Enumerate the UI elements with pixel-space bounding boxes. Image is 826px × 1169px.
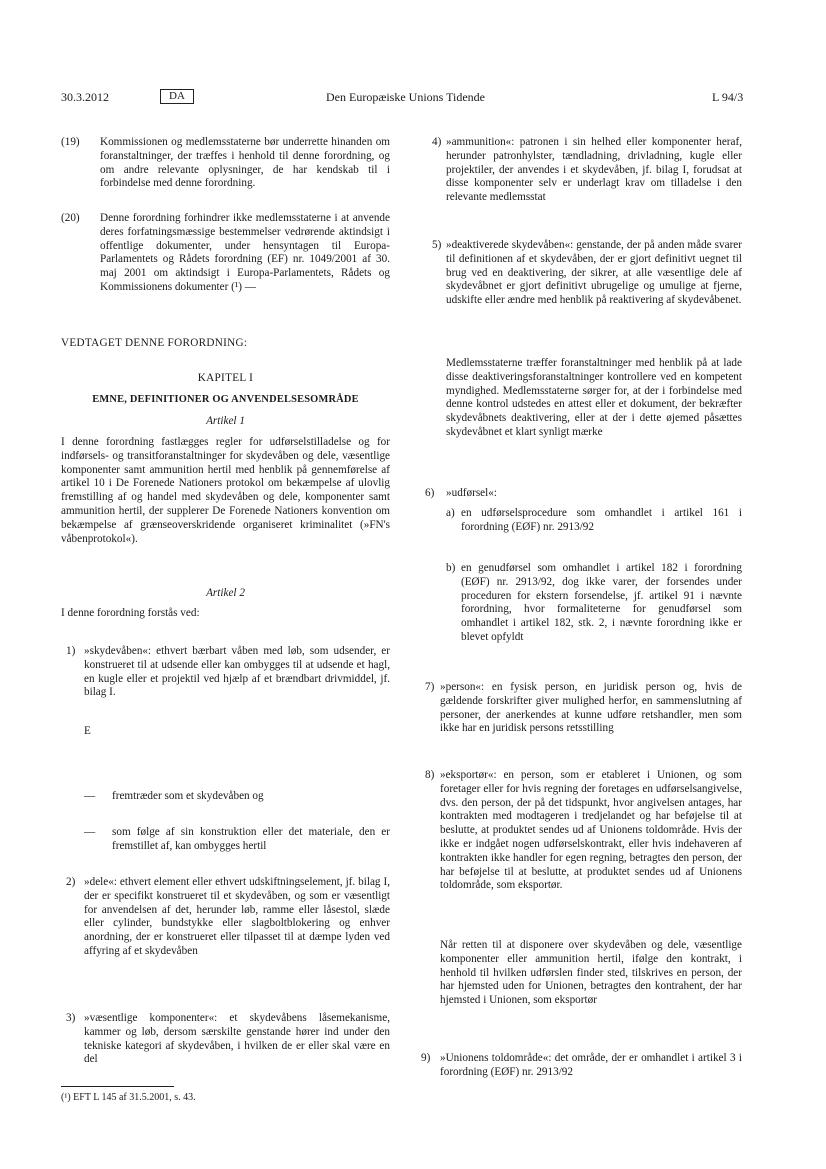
definition-8-paragraph: Når retten til at disponere over skydevåben og dele, væsentlige komponenter eller ammunition hertil, ifølge den kontrakt, i henhold til hvilken udførslen finder sted, tilskrives en person, der har hjemsted uden for Unionen, betragtes den kontrahent, der har hjemsted i Unionen, som eksportør — [440, 939, 742, 1007]
dash-item-1: fremtræder som et skydevåben og — [112, 790, 264, 802]
dash: — — [84, 826, 96, 838]
definition-6b: en genudførsel som omhandlet i artikel 182 i forordning (EØF) nr. 2913/92, dog ikke varer, der forsendes under proceduren for ekstern forsendelse, jf. artikel 91 i nævnte forordning, hvor formaliteterne for genudførsel som omhandlet i artikel 182, stk. 2, i nævnte forordning ikke er blevet opfyldt — [461, 562, 742, 643]
subitem-letter: b) — [446, 562, 456, 574]
definition-number: 6) — [425, 487, 435, 499]
dash: — — [84, 790, 96, 802]
definition-9: »Unionens toldområde«: det område, der er omhandlet i artikel 3 i forordning (EØF) nr. 2913/92 — [440, 1052, 742, 1078]
definition-6: »udførsel«: — [446, 487, 497, 499]
definition-1: »skydevåben«: ethvert bærbart våben med løb, som udsender, er konstrueret til at udsende eller kan ombygges til at udsende et hagl, en kugle eller et projektil ved hjælp af et brændbart drivmiddel, jf. bilag I. — [84, 645, 390, 699]
definition-number: 1) — [66, 645, 76, 657]
definition-number: 4) — [432, 136, 442, 148]
article-2-intro: I denne forordning forstås ved: — [61, 607, 200, 619]
definition-6a: en udførselsprocedure som omhandlet i artikel 161 i forordning (EØF) nr. 2913/92 — [461, 507, 742, 533]
definition-1-paragraph: E — [84, 725, 91, 737]
journal-title: Den Europæiske Unions Tidende — [326, 90, 485, 104]
footnote-separator — [61, 1086, 174, 1087]
language-badge: DA — [160, 89, 194, 104]
dash-item-2: som følge af sin konstruktion eller det materiale, den er fremstillet af, kan ombygges hertil — [112, 826, 390, 852]
chapter-title: EMNE, DEFINITIONER OG ANVENDELSESOMRÅDE — [92, 394, 359, 405]
definition-4: »ammunition«: patronen i sin helhed eller komponenter heraf, herunder patronhylster, tændladning, drivladning, kugle eller projektiler, der anvendes i et skydevåben, jf. bilag I, forudsat at disse komponenter selv er underlagt krav om tilladelse i den relevante medlemsstat — [446, 136, 742, 204]
definition-8: »eksportør«: en person, som er etableret i Unionen, og som foretager eller for hvis regning der foretages en udførselsangivelse, dvs. den person, der på det tidspunkt, hvor angivelsen antages, har kontrakten med modtageren i tredjelandet og har beføjelse til at beslutte, at produktet sendes ud af Unionens toldområde. Hvis der ikke er indgået nogen udførselskontrakt, eller hvis indehaveren af kontrakten ikke handler for egen regning, betragtes den person, der har beføjelse til at beslutte, at produktet sendes ud af Unionens toldområde, som eksportør. — [440, 769, 742, 892]
adopted-statement: VEDTAGET DENNE FORORDNING: — [61, 337, 248, 349]
article-1-text: I denne forordning fastlægges regler for udførselstilladelse og for indførsels- og transitforanstaltninger for skydevåben og dele, væsentlige komponenter samt ammunition hertil med henblik på gennemførelse af artikel 10 i De Forenede Nationers protokol om bekæmpelse af ulovlig fremstilling af og handel med skydevåben og dele, komponenter samt ammunition hertil, der supplerer De Forenede Nationers konvention om bekæmpelse af grænseoverskridende organiseret kriminalitet (»FN's våbenprotokol«). — [61, 436, 390, 545]
chapter-heading: KAPITEL I — [197, 372, 254, 384]
definition-number: 8) — [425, 769, 435, 781]
article-2-title: Artikel 2 — [206, 587, 245, 599]
definition-number: 3) — [66, 1012, 76, 1024]
article-1-title: Artikel 1 — [206, 415, 245, 427]
recital-number: (20) — [61, 212, 80, 224]
definition-7: »person«: en fysisk person, en juridisk person og, hvis de gældende forskrifter giver mulighed herfor, en sammenslutning af personer, der anerkendes at kunne udføre retshandler, men som ikke har en juridisk persons retsstilling — [440, 681, 742, 735]
definition-number: 5) — [432, 239, 442, 251]
page-number: L 94/3 — [712, 90, 744, 104]
definition-3: »væsentlige komponenter«: et skydevåbens låsemekanisme, kammer og løb, dersom særskilte genstande hører ind under den tekniske kategori af skydevåben, i hvilken de er eller skal være en del — [84, 1012, 390, 1066]
definition-number: 2) — [66, 876, 76, 888]
definition-5-paragraph: Medlemsstaterne træffer foranstaltninger med henblik på at lade disse deaktiveringsforanstaltninger kontrollere ved en kompetent myndighed. Medlemsstaterne sørger for, at der i forbindelse med denne kontrol udstedes en attest eller et dokument, der bekræfter skydevåbnets deaktivering, eller at der i dette øjemed påsættes skydevåbnet et klart synligt mærke — [446, 357, 742, 438]
definition-number: 7) — [425, 681, 435, 693]
recital-20: Denne forordning forhindrer ikke medlemsstaterne i at anvende deres forfatningsmæssige bestemmelser vedrørende aktindsigt i offentlige dokumenter, under hensyntagen til Europa-Parlamentets og Rådets forordning (EF) nr. 1049/2001 af 30. maj 2001 om aktindsigt i Europa-Parlamentets, Rådets og Kommissionens dokumenter (¹) — — [100, 212, 390, 293]
footnote: (¹) EFT L 145 af 31.5.2001, s. 43. — [61, 1092, 196, 1103]
definition-5: »deaktiverede skydevåben«: genstande, der på anden måde svarer til definitionen af et skydevåben, der er gjort definitivt uegnet til brug ved en deaktivering, der sikrer, at alle væsentlige dele af skydevåbnet er gjort definitivt ubrugelige og umulige at fjerne, udskifte eller ændre med henblik på reaktivering af skydevåbenet. — [446, 239, 742, 307]
definition-2: »dele«: ethvert element eller ethvert udskiftningselement, jf. bilag I, der er specifikt konstrueret til et skydevåben, og som er væsentligt for anvendelsen af det, herunder løb, ramme eller låsestol, slæde eller cylinder, bundstykke eller slagboltblokering og enhver anordning, der er konstrueret eller tilpasset til at dæmpe lyden ved affyring af et skydevåben — [84, 876, 390, 957]
subitem-letter: a) — [446, 507, 455, 519]
definition-number: 9) — [421, 1052, 431, 1064]
recital-19: Kommissionen og medlemsstaterne bør underrette hinanden om foranstaltninger, der træffes i henhold til denne forordning, og om andre relevante oplysninger, de har kendskab til i forbindelse med denne forordning. — [100, 136, 390, 190]
recital-number: (19) — [61, 136, 80, 148]
header-date: 30.3.2012 — [61, 90, 109, 104]
